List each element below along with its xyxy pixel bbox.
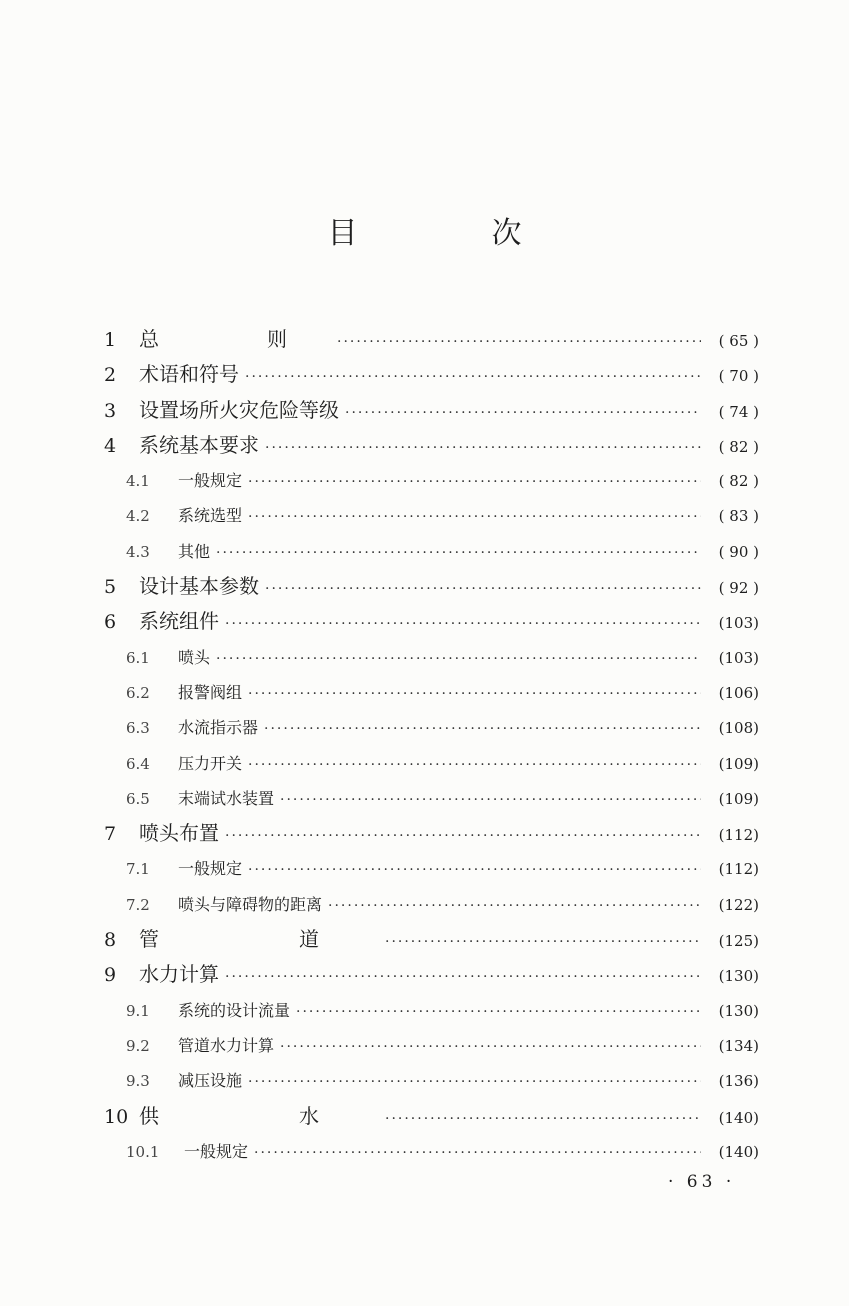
entry-page: (109) — [718, 754, 759, 773]
dot-leader — [296, 995, 701, 1028]
toc-entry[interactable] — [104, 393, 759, 428]
toc-entry[interactable] — [104, 746, 759, 781]
dot-leader — [248, 748, 701, 781]
entry-number: 6.3 — [126, 719, 150, 738]
entry-number: 7.2 — [126, 895, 150, 914]
dot-leader — [216, 642, 701, 675]
entry-page: (134) — [718, 1036, 759, 1055]
dot-leader — [345, 396, 701, 428]
entry-label: 其他 — [178, 541, 211, 561]
dot-leader — [280, 783, 701, 816]
entry-page: (136) — [718, 1072, 759, 1091]
entry-page: ( 65 ) — [718, 332, 759, 350]
dot-leader — [248, 500, 701, 533]
entry-page: ( 83 ) — [718, 507, 759, 526]
entry-page: (106) — [718, 683, 759, 702]
entry-number: 6.2 — [126, 683, 150, 702]
entry-page: ( 82 ) — [718, 472, 759, 491]
entry-label: 术语和符号 — [139, 362, 239, 387]
entry-label: 总 则 — [139, 327, 331, 351]
entry-number: 6.1 — [126, 648, 150, 667]
entry-label: 报警阀组 — [178, 682, 243, 702]
table-of-contents — [104, 322, 759, 1169]
entry-label: 水流指示器 — [178, 718, 259, 738]
dot-leader — [245, 360, 701, 392]
entry-number: 10.1 — [126, 1142, 160, 1161]
toc-entry[interactable] — [104, 604, 759, 639]
dot-leader — [225, 819, 701, 851]
entry-label: 末端试水装置 — [178, 788, 275, 808]
entry-label: 喷头 — [178, 647, 211, 667]
toc-entry[interactable] — [104, 640, 759, 675]
dot-leader — [248, 1065, 701, 1098]
entry-number: 9 — [104, 964, 117, 987]
entry-number: 9.1 — [126, 1001, 150, 1020]
entry-page: ( 82 ) — [718, 437, 759, 456]
entry-label: 水力计算 — [139, 962, 219, 987]
dot-leader — [254, 1136, 701, 1169]
entry-label: 管 道 — [139, 927, 379, 952]
entry-number: 10 — [104, 1105, 129, 1128]
entry-label: 系统选型 — [178, 506, 243, 526]
entry-page: (130) — [718, 1001, 759, 1020]
dot-leader — [337, 325, 701, 357]
page-number: · 63 · — [668, 1172, 736, 1192]
entry-page: (130) — [718, 967, 759, 986]
entry-page: ( 70 ) — [718, 367, 759, 386]
toc-entry[interactable] — [104, 1063, 759, 1098]
entry-label: 系统的设计流量 — [178, 1000, 291, 1020]
dot-leader — [328, 889, 701, 922]
entry-page: ( 92 ) — [718, 579, 759, 598]
dot-leader — [225, 960, 701, 992]
toc-entry[interactable] — [104, 675, 759, 710]
entry-number: 7.1 — [126, 860, 150, 879]
toc-title: 目 次 — [327, 216, 574, 251]
entry-page: (125) — [718, 932, 759, 951]
entry-number: 9.2 — [126, 1036, 150, 1055]
dot-leader — [225, 607, 701, 639]
entry-page: (103) — [718, 648, 759, 667]
entry-label: 喷头布置 — [139, 821, 219, 846]
toc-entry[interactable] — [104, 1099, 759, 1134]
toc-entry[interactable] — [104, 428, 759, 463]
dot-leader — [248, 465, 701, 498]
entry-label: 管道水力计算 — [178, 1035, 275, 1055]
entry-page: ( 74 ) — [718, 402, 759, 421]
dot-leader — [248, 677, 701, 710]
toc-entry[interactable] — [104, 1134, 759, 1169]
dot-leader — [280, 1030, 701, 1063]
dot-leader — [248, 853, 701, 886]
entry-page: (140) — [718, 1142, 759, 1161]
toc-entry[interactable] — [104, 1028, 759, 1063]
toc-entry[interactable] — [104, 781, 759, 816]
toc-entry[interactable] — [104, 322, 759, 357]
entry-label: 一般规定 — [178, 471, 243, 491]
entry-number: 6.5 — [126, 789, 150, 808]
entry-number: 6.4 — [126, 754, 150, 773]
entry-page: (108) — [718, 719, 759, 738]
toc-entry[interactable] — [104, 851, 759, 886]
entry-number: 4.2 — [126, 507, 150, 526]
entry-label: 减压设施 — [178, 1071, 243, 1091]
entry-page: (112) — [718, 826, 759, 845]
entry-number: 7 — [104, 823, 117, 846]
toc-entry[interactable] — [104, 887, 759, 922]
dot-leader — [385, 925, 701, 957]
entry-number: 1 — [104, 329, 117, 351]
entry-label: 供 水 — [139, 1103, 379, 1128]
entry-number: 3 — [104, 399, 117, 422]
entry-number: 4 — [104, 434, 117, 457]
dot-leader — [216, 536, 701, 569]
entry-number: 8 — [104, 929, 117, 952]
entry-label: 一般规定 — [184, 1141, 249, 1161]
dot-leader — [265, 572, 701, 604]
toc-entry[interactable] — [104, 710, 759, 745]
entry-number: 2 — [104, 364, 117, 387]
entry-number: 9.3 — [126, 1072, 150, 1091]
toc-entry[interactable] — [104, 569, 759, 604]
entry-page: (103) — [718, 614, 759, 633]
toc-entry[interactable] — [104, 534, 759, 569]
entry-label: 系统组件 — [139, 609, 219, 634]
entry-label: 系统基本要求 — [139, 432, 259, 457]
entry-label: 设置场所火灾危险等级 — [139, 397, 339, 422]
toc-entry[interactable] — [104, 498, 759, 533]
entry-label: 设计基本参数 — [139, 574, 259, 599]
toc-entry[interactable] — [104, 922, 759, 957]
entry-number: 6 — [104, 611, 117, 634]
entry-number: 4.1 — [126, 472, 150, 491]
entry-number: 4.3 — [126, 542, 150, 561]
toc-entry[interactable] — [104, 357, 759, 392]
entry-page: (112) — [718, 860, 759, 879]
entry-label: 喷头与障碍物的距离 — [178, 894, 323, 914]
entry-page: (122) — [718, 895, 759, 914]
entry-number: 5 — [104, 576, 117, 599]
dot-leader — [385, 1102, 701, 1134]
toc-entry[interactable] — [104, 957, 759, 992]
entry-page: ( 90 ) — [718, 542, 759, 561]
entry-page: (109) — [718, 789, 759, 808]
toc-entry[interactable] — [104, 993, 759, 1028]
dot-leader — [264, 712, 701, 745]
dot-leader — [265, 431, 701, 463]
toc-entry[interactable] — [104, 816, 759, 851]
entry-label: 一般规定 — [178, 859, 243, 879]
toc-entry[interactable] — [104, 463, 759, 498]
entry-page: (140) — [718, 1108, 759, 1127]
entry-label: 压力开关 — [178, 753, 243, 773]
